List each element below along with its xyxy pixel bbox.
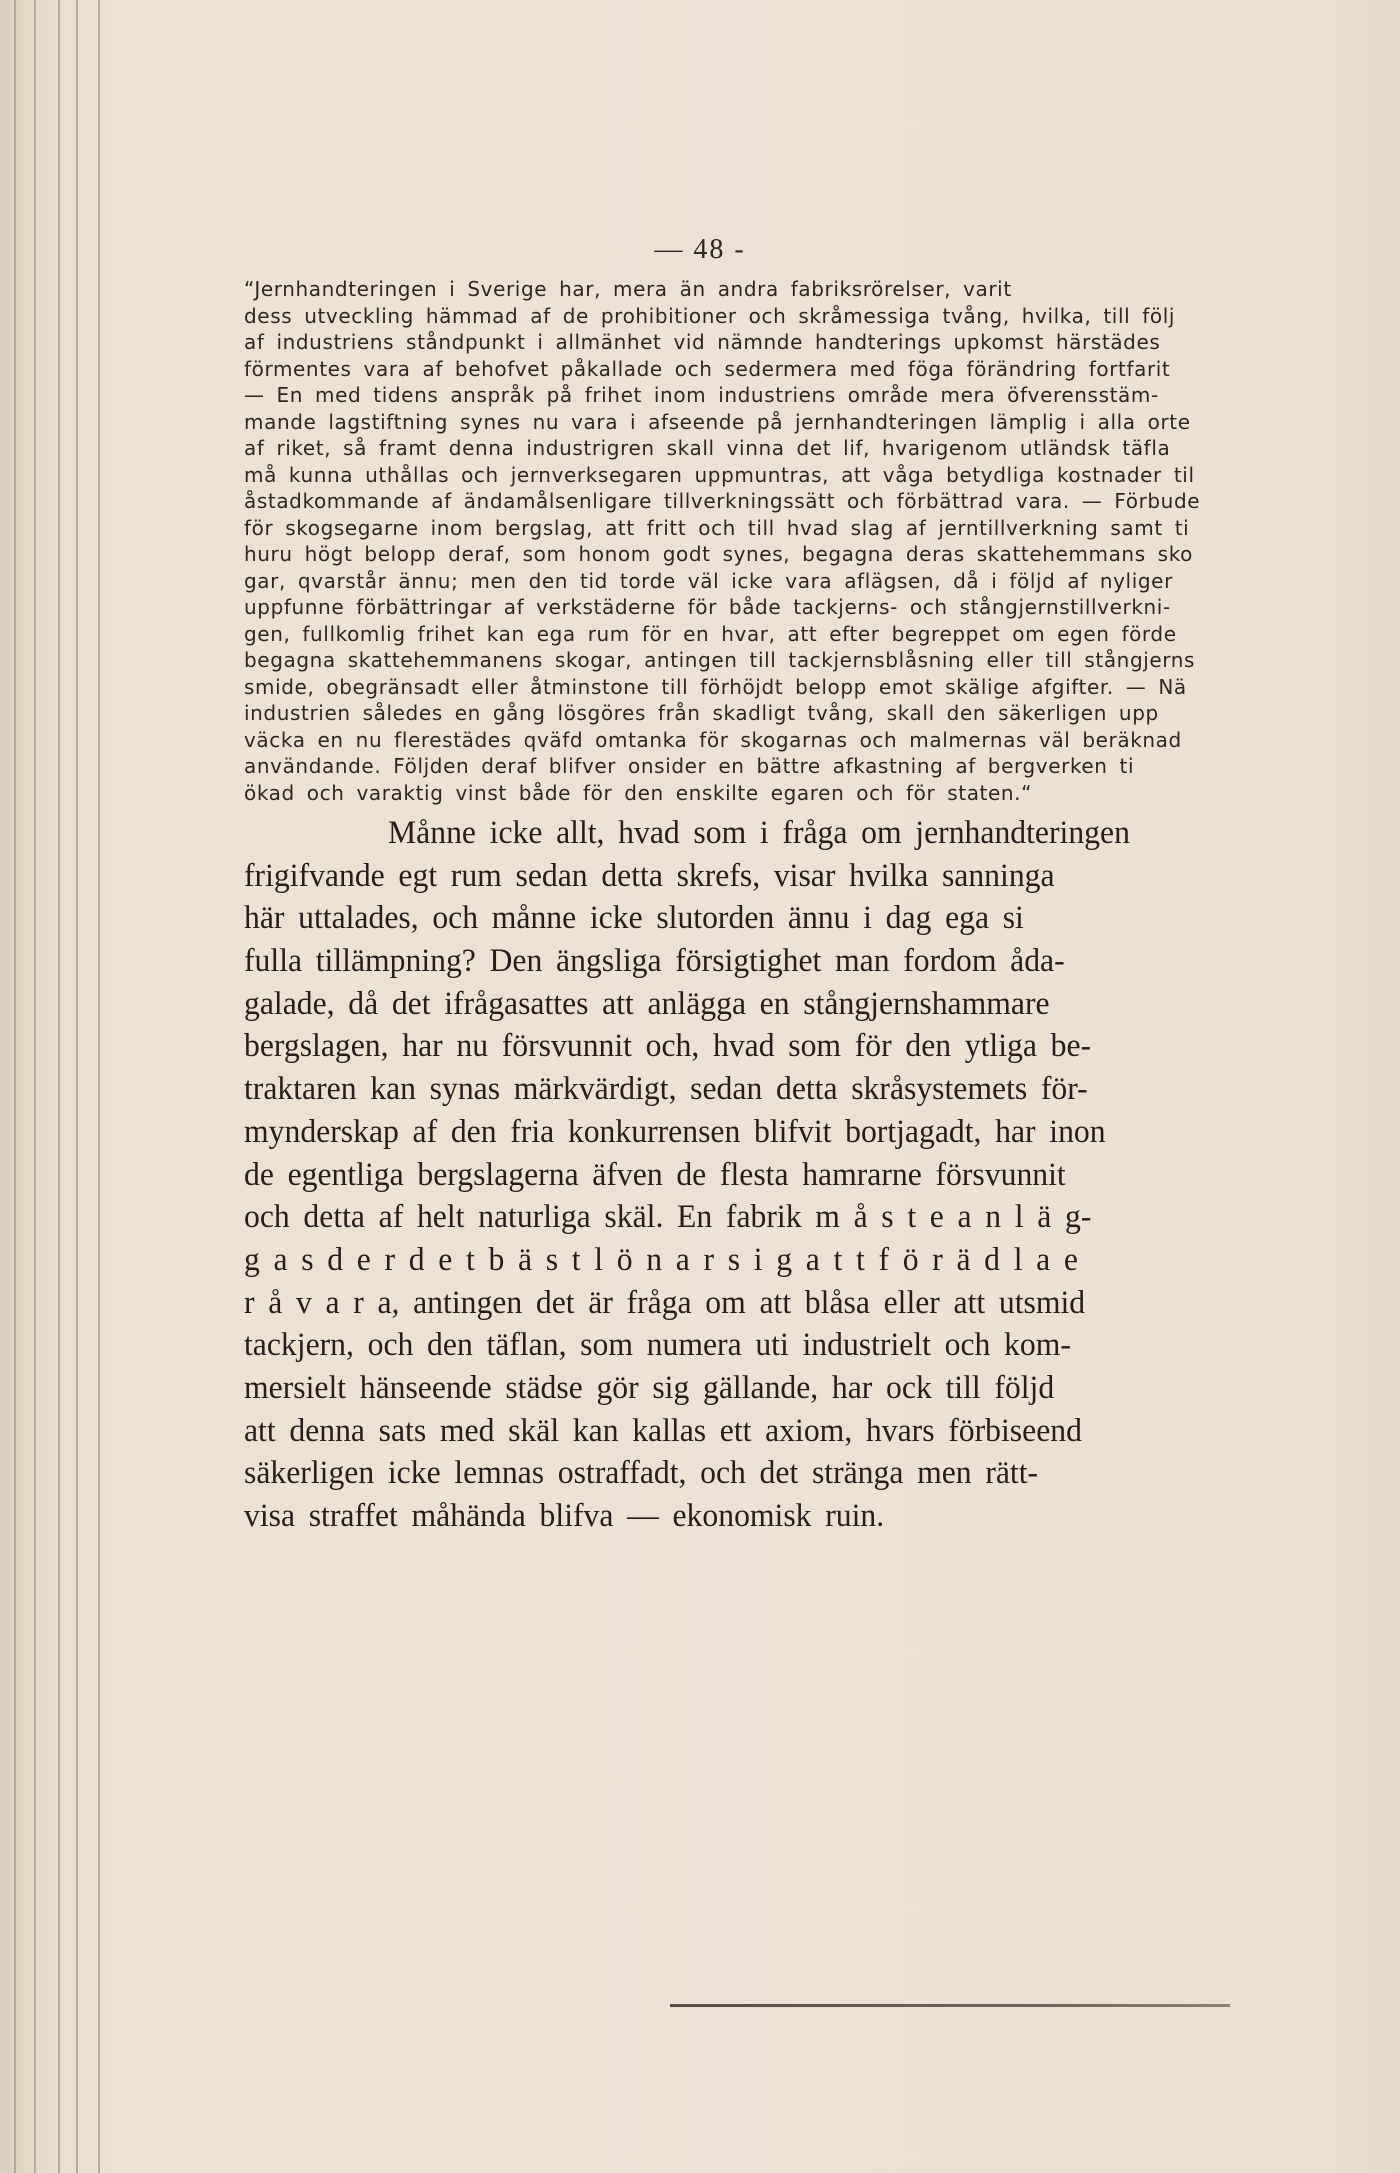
body-line: säkerligen icke lemnas ostraffadt, och det stränga men rätt- (244, 1455, 1039, 1492)
quote-line: användande. Följden deraf blifver onsider en bättre afkastning af bergverken ti (244, 754, 1135, 778)
body-line: bergslagen, har nu försvunnit och, hvad som för den ytliga be- (244, 1028, 1092, 1065)
body-line: här uttalades, och månne icke slutorden ännu i dag ega si (244, 900, 1024, 937)
quote-line: väcka en nu flerestädes qväfd omtanka för skogarnas och malmernas väl beräknad (244, 727, 1182, 752)
quote-line: huru högt belopp deraf, som honom godt synes, begagna deras skattehemmans sko (244, 542, 1194, 566)
gutter-line (76, 0, 78, 2173)
quote-line: begagna skattehemmanens skogar, antingen till tackjernsblåsning eller till stångjerns (244, 648, 1196, 672)
quote-line: af industriens ståndpunkt i allmänhet vid nämnde handterings upkomst härstädes (244, 330, 1161, 354)
body-line: traktaren kan synas märkvärdigt, sedan detta skråsystemets för- (244, 1071, 1088, 1108)
page-number: — 48 - (654, 234, 746, 265)
end-rule (670, 2004, 1230, 2007)
quote-line: dess utveckling hämmad af de prohibitioner och skråmessiga tvång, hvilka, till följ (244, 303, 1176, 328)
body-line: galade, då det ifrågasattes att anlägga en stångjernshammare (244, 985, 1050, 1022)
quote-line: industrien således en gång lösgöres från skadligt tvång, skall den säkerligen upp (244, 701, 1159, 725)
body-line: Månne icke allt, hvad som i fråga om jernhandteringen (388, 815, 1130, 851)
body-line: mynderskap af den fria konkurrensen blifvit bortjagadt, har inon (244, 1113, 1106, 1150)
gutter-line (58, 0, 60, 2173)
body-line: och detta af helt naturliga skäl. En fabrik m å s t e a n l ä g- (244, 1199, 1092, 1236)
body-paragraph (244, 812, 1400, 1538)
quote-line: ökad och varaktig vinst både för den enskilte egaren och för staten.“ (244, 780, 1033, 805)
quote-line: smide, obegränsadt eller åtminstone till förhöjdt belopp emot skälige afgifter. — Nä (244, 674, 1187, 699)
quote-line: af riket, så framt denna industrigren skall vinna det lif, hvarigenom utländsk täfla (244, 436, 1171, 460)
body-line: r å v a r a, antingen det är fråga om att blåsa eller att utsmid (244, 1284, 1086, 1321)
body-line: visa straffet måhända blifva — ekonomisk ruin. (244, 1498, 885, 1534)
body-line: mersielt hänseende städse gör sig gällande, har ock till följd (244, 1369, 1055, 1406)
quote-line: — En med tidens anspråk på frihet inom industriens område mera öfverensstäm- (244, 383, 1159, 407)
quote-line: “Jernhandteringen i Sverige har, mera än andra fabriksrörelser, varit (244, 277, 1012, 301)
gutter-line (34, 0, 36, 2173)
book-gutter (0, 0, 130, 2173)
quote-line: åstadkommande af ändamålsenligare tillverkningssätt och förbättrad vara. — Förbude (244, 489, 1201, 513)
body-line: att denna sats med skäl kan kallas ett axiom, hvars förbiseend (244, 1412, 1082, 1449)
body-line: g a s d e r d e t b ä s t l ö n a r s i g a t t f ö r ä d l a e (244, 1241, 1078, 1278)
quote-line: förmentes vara af behofvet påkallade och sedermera med föga förändring fortfarit (244, 356, 1171, 381)
body-line: tackjern, och den täflan, som numera uti industrielt och kom- (244, 1327, 1071, 1364)
quote-line: gen, fullkomlig frihet kan ega rum för en hvar, att efter begreppet om egen förde (244, 621, 1177, 646)
quote-line: för skogsegarne inom bergslag, att fritt och till hvad slag af jerntillverkning samt ti (244, 515, 1190, 540)
gutter-line (14, 0, 16, 2173)
quote-line: må kunna uthållas och jernverksegaren uppmuntras, att våga betydliga kostnader til (244, 462, 1195, 487)
body-line: fulla tillämpning? Den ängsliga försigtighet man fordom åda- (244, 943, 1065, 980)
quote-line: mande lagstiftning synes nu vara i afseende på jernhandteringen lämplig i alla orte (244, 409, 1191, 434)
body-line: de egentliga bergslagerna äfven de flesta hamrarne försvunnit (244, 1156, 1066, 1193)
quote-line: uppfunne förbättringar af verkstäderne för både tackjerns- och stångjernstillverkni- (244, 595, 1171, 619)
body-line: frigifvande egt rum sedan detta skrefs, visar hvilka sanninga (244, 857, 1055, 894)
quoted-passage (244, 276, 1400, 806)
quote-line: gar, qvarstår ännu; men den tid torde väl icke vara aflägsen, då i följd af nyliger (244, 568, 1173, 593)
gutter-line (98, 0, 100, 2173)
page-text (244, 276, 1400, 1538)
